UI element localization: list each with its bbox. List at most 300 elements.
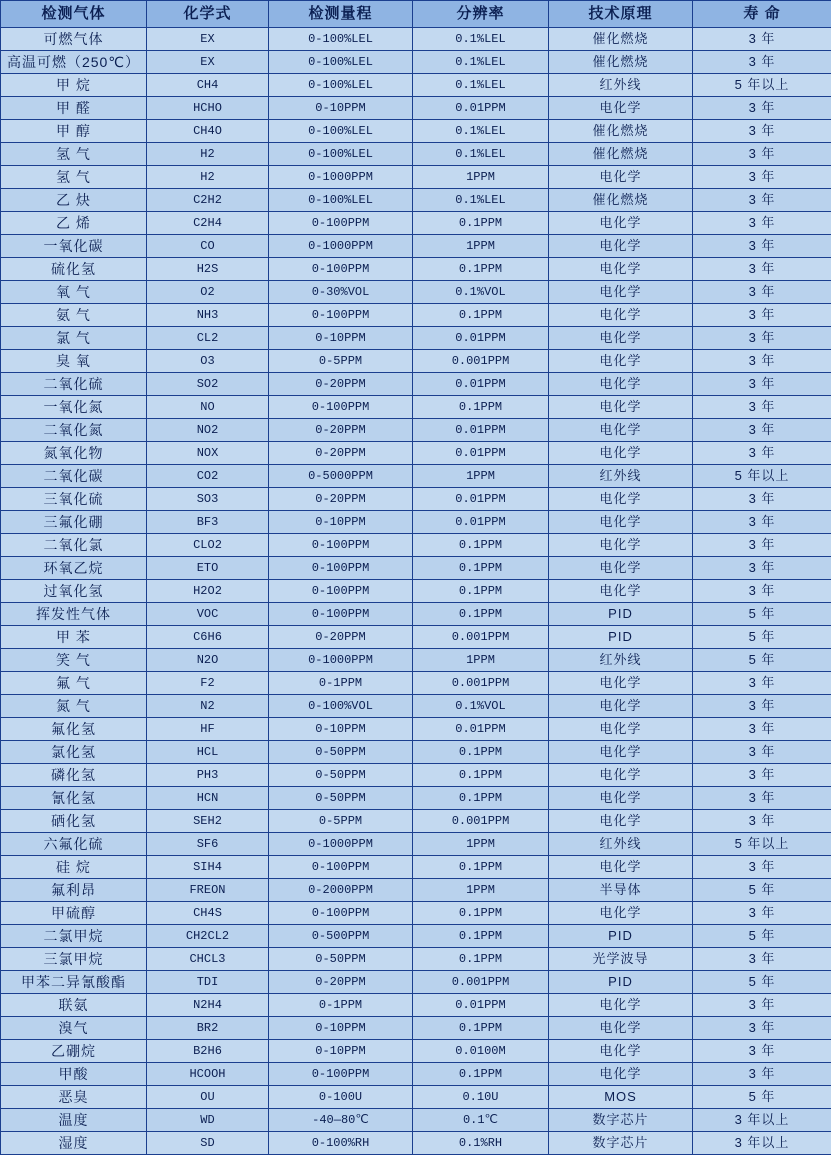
- cell-gas-name: 氨 气: [1, 304, 147, 327]
- cell-resolution: 0.1PPM: [413, 1063, 549, 1086]
- table-row: [1, 787, 831, 810]
- table-row: [1, 649, 831, 672]
- cell-detection-range: 0-20PPM: [269, 373, 413, 396]
- cell-detection-range: 0-1000PPM: [269, 166, 413, 189]
- cell-gas-name: 二氯甲烷: [1, 925, 147, 948]
- cell-technology: 电化学: [549, 281, 693, 304]
- cell-resolution: 0.1PPM: [413, 948, 549, 971]
- cell-technology: 电化学: [549, 695, 693, 718]
- cell-resolution: 0.1%RH: [413, 1132, 549, 1155]
- table-row: [1, 695, 831, 718]
- cell-resolution: 0.1PPM: [413, 603, 549, 626]
- cell-technology: 红外线: [549, 649, 693, 672]
- cell-gas-name: 硒化氢: [1, 810, 147, 833]
- cell-gas-name: 二氧化硫: [1, 373, 147, 396]
- cell-lifetime: 3 年: [693, 258, 831, 281]
- cell-lifetime: 3 年以上: [693, 1132, 831, 1155]
- cell-gas-name: 三氧化硫: [1, 488, 147, 511]
- cell-resolution: 0.01PPM: [413, 994, 549, 1017]
- cell-chemical-formula: H2O2: [147, 580, 269, 603]
- cell-chemical-formula: C2H2: [147, 189, 269, 212]
- cell-resolution: 0.1PPM: [413, 396, 549, 419]
- cell-gas-name: 挥发性气体: [1, 603, 147, 626]
- cell-gas-name: 笑 气: [1, 649, 147, 672]
- table-row: [1, 166, 831, 189]
- cell-detection-range: 0-1000PPM: [269, 235, 413, 258]
- cell-lifetime: 5 年: [693, 649, 831, 672]
- cell-lifetime: 3 年: [693, 948, 831, 971]
- table-row: [1, 925, 831, 948]
- table-row: [1, 304, 831, 327]
- cell-lifetime: 3 年: [693, 373, 831, 396]
- table-row: [1, 971, 831, 994]
- cell-chemical-formula: CL2: [147, 327, 269, 350]
- cell-lifetime: 3 年: [693, 1040, 831, 1063]
- cell-technology: 电化学: [549, 856, 693, 879]
- cell-chemical-formula: CLO2: [147, 534, 269, 557]
- cell-gas-name: 硅 烷: [1, 856, 147, 879]
- cell-lifetime: 3 年: [693, 189, 831, 212]
- cell-chemical-formula: CH4S: [147, 902, 269, 925]
- cell-detection-range: 0-100U: [269, 1086, 413, 1109]
- cell-chemical-formula: HCN: [147, 787, 269, 810]
- cell-chemical-formula: HCHO: [147, 97, 269, 120]
- cell-detection-range: 0-20PPM: [269, 626, 413, 649]
- cell-resolution: 0.1PPM: [413, 534, 549, 557]
- cell-chemical-formula: HF: [147, 718, 269, 741]
- cell-gas-name: 氮氧化物: [1, 442, 147, 465]
- cell-lifetime: 3 年: [693, 718, 831, 741]
- cell-detection-range: 0-50PPM: [269, 948, 413, 971]
- cell-lifetime: 3 年: [693, 557, 831, 580]
- cell-lifetime: 5 年: [693, 626, 831, 649]
- cell-chemical-formula: VOC: [147, 603, 269, 626]
- cell-lifetime: 3 年: [693, 488, 831, 511]
- cell-resolution: 0.1%LEL: [413, 28, 549, 51]
- cell-detection-range: 0-500PPM: [269, 925, 413, 948]
- table-row: [1, 741, 831, 764]
- cell-resolution: 0.1%LEL: [413, 74, 549, 97]
- cell-gas-name: 乙 炔: [1, 189, 147, 212]
- cell-lifetime: 3 年: [693, 235, 831, 258]
- cell-technology: 电化学: [549, 810, 693, 833]
- cell-chemical-formula: ETO: [147, 557, 269, 580]
- table-row: [1, 189, 831, 212]
- cell-resolution: 0.01PPM: [413, 718, 549, 741]
- cell-lifetime: 3 年: [693, 856, 831, 879]
- cell-technology: 电化学: [549, 787, 693, 810]
- cell-gas-name: 六氟化硫: [1, 833, 147, 856]
- table-body: [1, 28, 831, 1155]
- table-row: [1, 626, 831, 649]
- cell-gas-name: 可燃气体: [1, 28, 147, 51]
- cell-chemical-formula: SD: [147, 1132, 269, 1155]
- cell-detection-range: 0-100PPM: [269, 1063, 413, 1086]
- cell-gas-name: 氢 气: [1, 166, 147, 189]
- column-header-lifetime: 寿 命: [693, 1, 831, 28]
- cell-gas-name: 环氧乙烷: [1, 557, 147, 580]
- cell-lifetime: 3 年: [693, 994, 831, 1017]
- cell-gas-name: 二氧化碳: [1, 465, 147, 488]
- table-row: [1, 373, 831, 396]
- column-header-technology: 技术原理: [549, 1, 693, 28]
- table-row: [1, 557, 831, 580]
- cell-lifetime: 3 年: [693, 97, 831, 120]
- cell-lifetime: 5 年: [693, 925, 831, 948]
- cell-resolution: 0.0100M: [413, 1040, 549, 1063]
- cell-technology: 电化学: [549, 304, 693, 327]
- table-row: [1, 212, 831, 235]
- cell-resolution: 0.01PPM: [413, 327, 549, 350]
- cell-lifetime: 3 年: [693, 902, 831, 925]
- cell-resolution: 0.1PPM: [413, 925, 549, 948]
- cell-detection-range: 0-100PPM: [269, 557, 413, 580]
- cell-gas-name: 湿度: [1, 1132, 147, 1155]
- cell-technology: 电化学: [549, 258, 693, 281]
- table-row: [1, 465, 831, 488]
- cell-resolution: 0.1%VOL: [413, 281, 549, 304]
- cell-gas-name: 臭 氧: [1, 350, 147, 373]
- cell-gas-name: 恶臭: [1, 1086, 147, 1109]
- cell-chemical-formula: TDI: [147, 971, 269, 994]
- cell-technology: PID: [549, 626, 693, 649]
- cell-resolution: 0.1PPM: [413, 856, 549, 879]
- cell-resolution: 0.01PPM: [413, 488, 549, 511]
- cell-chemical-formula: N2: [147, 695, 269, 718]
- cell-chemical-formula: SO3: [147, 488, 269, 511]
- cell-resolution: 0.1PPM: [413, 741, 549, 764]
- cell-resolution: 1PPM: [413, 879, 549, 902]
- cell-chemical-formula: BF3: [147, 511, 269, 534]
- cell-gas-name: 氟化氢: [1, 718, 147, 741]
- column-header-gas-name: 检测气体: [1, 1, 147, 28]
- table-row: [1, 281, 831, 304]
- cell-chemical-formula: WD: [147, 1109, 269, 1132]
- cell-technology: 电化学: [549, 1017, 693, 1040]
- cell-chemical-formula: CH4: [147, 74, 269, 97]
- table-row: [1, 534, 831, 557]
- cell-resolution: 0.001PPM: [413, 350, 549, 373]
- cell-chemical-formula: CH4O: [147, 120, 269, 143]
- cell-lifetime: 3 年: [693, 350, 831, 373]
- cell-lifetime: 3 年: [693, 396, 831, 419]
- cell-gas-name: 甲苯二异氰酸酯: [1, 971, 147, 994]
- cell-resolution: 0.1%LEL: [413, 120, 549, 143]
- cell-technology: 电化学: [549, 350, 693, 373]
- cell-chemical-formula: CH2CL2: [147, 925, 269, 948]
- cell-detection-range: 0-100%RH: [269, 1132, 413, 1155]
- table-header: [1, 1, 831, 28]
- cell-chemical-formula: SEH2: [147, 810, 269, 833]
- table-row: [1, 672, 831, 695]
- cell-detection-range: 0-5PPM: [269, 810, 413, 833]
- cell-detection-range: 0-20PPM: [269, 442, 413, 465]
- table-row: [1, 51, 831, 74]
- cell-lifetime: 5 年: [693, 971, 831, 994]
- cell-detection-range: 0-100%LEL: [269, 143, 413, 166]
- cell-gas-name: 硫化氢: [1, 258, 147, 281]
- cell-detection-range: 0-1000PPM: [269, 649, 413, 672]
- cell-resolution: 1PPM: [413, 649, 549, 672]
- cell-resolution: 1PPM: [413, 833, 549, 856]
- cell-resolution: 0.001PPM: [413, 672, 549, 695]
- cell-technology: 催化燃烧: [549, 143, 693, 166]
- cell-lifetime: 3 年: [693, 304, 831, 327]
- cell-technology: 半导体: [549, 879, 693, 902]
- cell-gas-name: 温度: [1, 1109, 147, 1132]
- cell-technology: 电化学: [549, 235, 693, 258]
- table-row: [1, 327, 831, 350]
- cell-detection-range: 0-100%LEL: [269, 74, 413, 97]
- table-row: [1, 1063, 831, 1086]
- cell-resolution: 0.1%LEL: [413, 143, 549, 166]
- cell-lifetime: 5 年以上: [693, 74, 831, 97]
- table-row: [1, 1017, 831, 1040]
- cell-detection-range: 0-1PPM: [269, 672, 413, 695]
- cell-detection-range: 0-50PPM: [269, 764, 413, 787]
- cell-chemical-formula: SO2: [147, 373, 269, 396]
- cell-gas-name: 甲 醇: [1, 120, 147, 143]
- cell-lifetime: 3 年: [693, 327, 831, 350]
- cell-gas-name: 三氯甲烷: [1, 948, 147, 971]
- cell-technology: 电化学: [549, 327, 693, 350]
- cell-gas-name: 三氟化硼: [1, 511, 147, 534]
- cell-chemical-formula: NO2: [147, 419, 269, 442]
- cell-lifetime: 3 年以上: [693, 1109, 831, 1132]
- table-row: [1, 235, 831, 258]
- cell-technology: 催化燃烧: [549, 189, 693, 212]
- table-row: [1, 764, 831, 787]
- cell-detection-range: 0-1000PPM: [269, 833, 413, 856]
- cell-detection-range: -40—80℃: [269, 1109, 413, 1132]
- table-row: [1, 948, 831, 971]
- cell-chemical-formula: O2: [147, 281, 269, 304]
- table-row: [1, 856, 831, 879]
- cell-lifetime: 3 年: [693, 1063, 831, 1086]
- cell-lifetime: 3 年: [693, 511, 831, 534]
- cell-detection-range: 0-10PPM: [269, 97, 413, 120]
- cell-chemical-formula: NO: [147, 396, 269, 419]
- cell-gas-name: 过氧化氢: [1, 580, 147, 603]
- cell-technology: PID: [549, 925, 693, 948]
- table-row: [1, 120, 831, 143]
- cell-resolution: 1PPM: [413, 166, 549, 189]
- cell-lifetime: 3 年: [693, 442, 831, 465]
- cell-detection-range: 0-100PPM: [269, 304, 413, 327]
- cell-detection-range: 0-50PPM: [269, 787, 413, 810]
- cell-chemical-formula: CHCL3: [147, 948, 269, 971]
- cell-technology: 电化学: [549, 166, 693, 189]
- cell-chemical-formula: SF6: [147, 833, 269, 856]
- cell-technology: 催化燃烧: [549, 120, 693, 143]
- cell-technology: 电化学: [549, 534, 693, 557]
- table-row: [1, 74, 831, 97]
- cell-gas-name: 氢 气: [1, 143, 147, 166]
- cell-detection-range: 0-100%LEL: [269, 28, 413, 51]
- cell-chemical-formula: HCOOH: [147, 1063, 269, 1086]
- cell-chemical-formula: C6H6: [147, 626, 269, 649]
- cell-lifetime: 3 年: [693, 741, 831, 764]
- cell-lifetime: 5 年: [693, 1086, 831, 1109]
- cell-detection-range: 0-100%LEL: [269, 120, 413, 143]
- cell-technology: 光学波导: [549, 948, 693, 971]
- cell-lifetime: 3 年: [693, 787, 831, 810]
- cell-lifetime: 5 年: [693, 603, 831, 626]
- cell-gas-name: 甲 苯: [1, 626, 147, 649]
- cell-technology: 电化学: [549, 672, 693, 695]
- cell-chemical-formula: PH3: [147, 764, 269, 787]
- cell-resolution: 0.01PPM: [413, 97, 549, 120]
- cell-resolution: 0.001PPM: [413, 626, 549, 649]
- cell-resolution: 0.1PPM: [413, 212, 549, 235]
- cell-chemical-formula: NOX: [147, 442, 269, 465]
- cell-chemical-formula: B2H6: [147, 1040, 269, 1063]
- cell-detection-range: 0-100PPM: [269, 212, 413, 235]
- cell-gas-name: 一氧化氮: [1, 396, 147, 419]
- cell-lifetime: 3 年: [693, 120, 831, 143]
- cell-gas-name: 联氨: [1, 994, 147, 1017]
- table-row: [1, 718, 831, 741]
- cell-resolution: 0.01PPM: [413, 419, 549, 442]
- cell-lifetime: 3 年: [693, 580, 831, 603]
- cell-resolution: 0.1PPM: [413, 304, 549, 327]
- cell-gas-name: 氯化氢: [1, 741, 147, 764]
- cell-technology: 红外线: [549, 833, 693, 856]
- cell-gas-name: 磷化氢: [1, 764, 147, 787]
- cell-resolution: 0.01PPM: [413, 511, 549, 534]
- table-row: [1, 28, 831, 51]
- cell-chemical-formula: NH3: [147, 304, 269, 327]
- table-row: [1, 1086, 831, 1109]
- cell-detection-range: 0-100%VOL: [269, 695, 413, 718]
- cell-technology: MOS: [549, 1086, 693, 1109]
- cell-detection-range: 0-10PPM: [269, 327, 413, 350]
- cell-gas-name: 二氧化氯: [1, 534, 147, 557]
- cell-detection-range: 0-100PPM: [269, 258, 413, 281]
- cell-resolution: 0.10U: [413, 1086, 549, 1109]
- cell-resolution: 0.001PPM: [413, 810, 549, 833]
- cell-lifetime: 5 年以上: [693, 465, 831, 488]
- cell-detection-range: 0-20PPM: [269, 488, 413, 511]
- cell-chemical-formula: H2: [147, 143, 269, 166]
- cell-chemical-formula: H2: [147, 166, 269, 189]
- cell-technology: 电化学: [549, 902, 693, 925]
- table-row: [1, 350, 831, 373]
- cell-detection-range: 0-100PPM: [269, 396, 413, 419]
- cell-technology: 电化学: [549, 557, 693, 580]
- table-row: [1, 879, 831, 902]
- cell-technology: 电化学: [549, 396, 693, 419]
- cell-gas-name: 氮 气: [1, 695, 147, 718]
- cell-technology: 电化学: [549, 741, 693, 764]
- cell-gas-name: 氟 气: [1, 672, 147, 695]
- column-header-detection-range: 检测量程: [269, 1, 413, 28]
- cell-lifetime: 3 年: [693, 764, 831, 787]
- cell-technology: 电化学: [549, 994, 693, 1017]
- table-row: [1, 603, 831, 626]
- cell-gas-name: 乙硼烷: [1, 1040, 147, 1063]
- cell-technology: 电化学: [549, 419, 693, 442]
- cell-detection-range: 0-30%VOL: [269, 281, 413, 304]
- cell-technology: 电化学: [549, 511, 693, 534]
- cell-chemical-formula: FREON: [147, 879, 269, 902]
- cell-resolution: 1PPM: [413, 235, 549, 258]
- table-row: [1, 143, 831, 166]
- cell-detection-range: 0-50PPM: [269, 741, 413, 764]
- cell-gas-name: 高温可燃（250℃）: [1, 51, 147, 74]
- cell-gas-name: 氧 气: [1, 281, 147, 304]
- cell-gas-name: 甲酸: [1, 1063, 147, 1086]
- cell-lifetime: 3 年: [693, 166, 831, 189]
- cell-lifetime: 3 年: [693, 28, 831, 51]
- cell-detection-range: 0-10PPM: [269, 718, 413, 741]
- cell-lifetime: 3 年: [693, 695, 831, 718]
- cell-gas-name: 一氧化碳: [1, 235, 147, 258]
- cell-resolution: 0.1PPM: [413, 1017, 549, 1040]
- cell-chemical-formula: CO2: [147, 465, 269, 488]
- cell-chemical-formula: CO: [147, 235, 269, 258]
- cell-lifetime: 3 年: [693, 51, 831, 74]
- cell-detection-range: 0-100PPM: [269, 603, 413, 626]
- cell-detection-range: 0-10PPM: [269, 1017, 413, 1040]
- cell-chemical-formula: C2H4: [147, 212, 269, 235]
- cell-resolution: 0.1PPM: [413, 258, 549, 281]
- cell-technology: PID: [549, 971, 693, 994]
- cell-resolution: 1PPM: [413, 465, 549, 488]
- cell-technology: 电化学: [549, 97, 693, 120]
- cell-gas-name: 氰化氢: [1, 787, 147, 810]
- cell-chemical-formula: H2S: [147, 258, 269, 281]
- cell-detection-range: 0-20PPM: [269, 419, 413, 442]
- cell-detection-range: 0-5000PPM: [269, 465, 413, 488]
- cell-technology: PID: [549, 603, 693, 626]
- cell-chemical-formula: N2O: [147, 649, 269, 672]
- cell-technology: 红外线: [549, 74, 693, 97]
- cell-chemical-formula: EX: [147, 51, 269, 74]
- cell-resolution: 0.1%LEL: [413, 189, 549, 212]
- cell-chemical-formula: O3: [147, 350, 269, 373]
- table-row: [1, 488, 831, 511]
- cell-chemical-formula: SIH4: [147, 856, 269, 879]
- column-header-chemical-formula: 化学式: [147, 1, 269, 28]
- cell-resolution: 0.1PPM: [413, 557, 549, 580]
- cell-gas-name: 乙 烯: [1, 212, 147, 235]
- cell-lifetime: 5 年: [693, 879, 831, 902]
- cell-resolution: 0.1%LEL: [413, 51, 549, 74]
- cell-gas-name: 溴气: [1, 1017, 147, 1040]
- table-row: [1, 258, 831, 281]
- table-row: [1, 419, 831, 442]
- cell-detection-range: 0-100%LEL: [269, 189, 413, 212]
- cell-chemical-formula: N2H4: [147, 994, 269, 1017]
- table-row: [1, 1040, 831, 1063]
- cell-lifetime: 3 年: [693, 212, 831, 235]
- cell-detection-range: 0-2000PPM: [269, 879, 413, 902]
- cell-resolution: 0.1PPM: [413, 580, 549, 603]
- cell-resolution: 0.1PPM: [413, 764, 549, 787]
- cell-gas-name: 甲 醛: [1, 97, 147, 120]
- cell-technology: 数字芯片: [549, 1109, 693, 1132]
- cell-resolution: 0.01PPM: [413, 442, 549, 465]
- cell-gas-name: 甲硫醇: [1, 902, 147, 925]
- cell-detection-range: 0-100PPM: [269, 580, 413, 603]
- cell-chemical-formula: OU: [147, 1086, 269, 1109]
- table-row: [1, 511, 831, 534]
- cell-chemical-formula: HCL: [147, 741, 269, 764]
- cell-technology: 催化燃烧: [549, 51, 693, 74]
- cell-chemical-formula: F2: [147, 672, 269, 695]
- cell-detection-range: 0-100PPM: [269, 856, 413, 879]
